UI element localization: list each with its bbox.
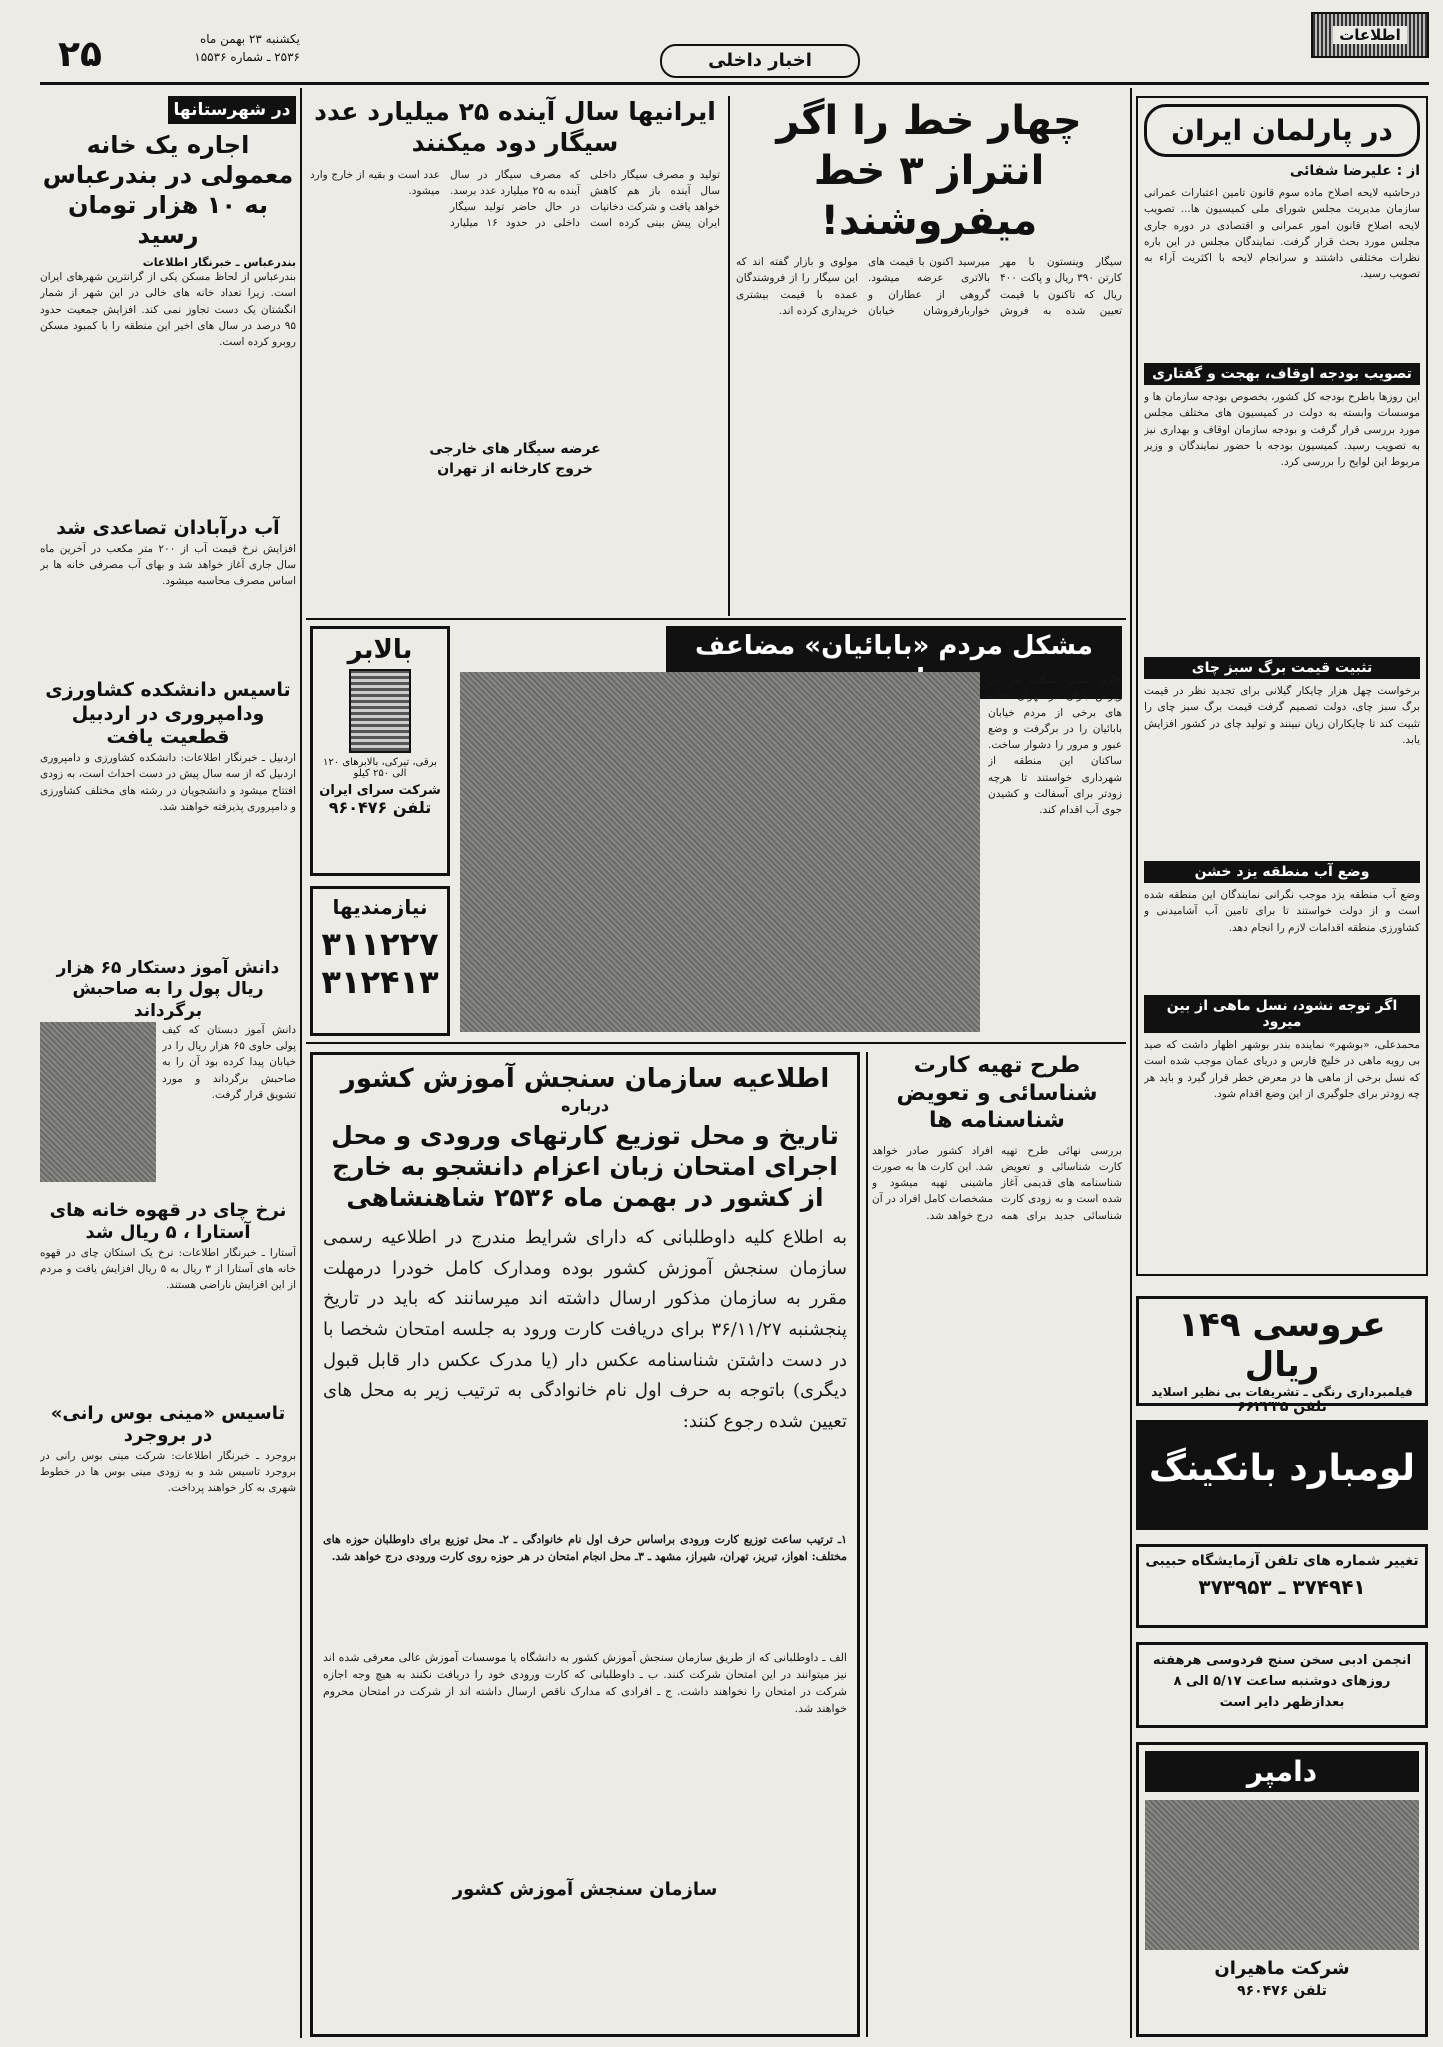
wedding-title: عروسی ۱۴۹ ریال: [1178, 1305, 1386, 1385]
needy-ad: [310, 886, 450, 1036]
bus-body: بروجرد ـ خبرنگار اطلاعات: شرکت مینی بوس رانی در بروجرد تاسیس شد و به زودی مینی بوس ها در خطوط شهری به کار خواهند پرداخت.: [40, 1449, 296, 1495]
phone-lines-story: [736, 96, 1122, 616]
date-block: [120, 30, 300, 66]
city-kicker: در شهرستانها: [168, 96, 296, 124]
cigarette-sub1: عرضه سیگار های خارجی: [429, 440, 601, 457]
parliament-column: [1136, 96, 1428, 1276]
city-body: بندرعباس از لحاظ مسکن یکی از گرانترین شهرهای ایران است. زیرا تعداد خانه های خالی در این شهر از شمار انگشتان یک دست تجاوز نمی کند. افزایش جمعیت حدود ۹۵ درصد در سال های اخیر این منطقه را با کمبود مسکن روبرو کرده است.: [40, 271, 296, 349]
date-line: یکشنبه ۲۳ بهمن ماه: [199, 32, 300, 46]
exam-items: ۱ـ ترتیب ساعت توزیع کارت ورودی براساس حرف اول نام خانوادگی ـ ۲ـ محل توزیع برای داوطلبان حوزه های مختلف: اهواز، تبریز، تهران، شیراز، مشهد ـ ۳ـ محل انجام امتحان در هر حوزه روی کارت ورودی درج خواهد شد.: [323, 1533, 847, 1564]
id-card-story: [872, 1052, 1122, 2037]
dumper-title: دامپر: [1145, 1751, 1419, 1792]
dumper-company: شرکت ماهیران: [1214, 1958, 1350, 1979]
cigarette-sub2: خروج کارخانه از تهران: [437, 460, 593, 477]
parliament-body: درحاشیه لایحه اصلاح ماده سوم قانون تامین اعتبارات عمرانی سازمان مدیریت مجلس شورای ملی کمیسیون ها... تصویب لایحه اصلاح قانون امور عمرانی و اقتصادی در دوره جاری مجلس مورد بحث قرار گرفت. نمایندگان مجلس در این باره نظرات مختلفی داشتند و سرانجام لایحه با اکثریت آراء به تصویب رسید.: [1144, 187, 1420, 281]
cities-column: [40, 96, 296, 2038]
student-photo: [40, 1022, 156, 1182]
exam-title: اطلاعیه سازمان سنجش آموزش کشور: [340, 1064, 830, 1094]
section-header: [660, 44, 860, 78]
phones-numbers: ۳۷۴۹۴۱ ـ ۳۷۳۹۵۳: [1198, 1575, 1366, 1599]
page-number: ۲۵: [58, 34, 102, 75]
needy-phone2: ۳۱۲۴۱۳: [321, 963, 439, 1001]
babaian-photo: [460, 672, 980, 1032]
exam-notes: الف ـ داوطلبانی که از طریق سازمان سنجش آموزش کشور به دانشگاه یا موسسات آموزش عالی معرفی شده اند نیز میتوانند در این امتحان شرکت کنند. ب ـ داوطلبانی که کارت ورودی خود را دریافت نکنند به هیچ وجه اجازه شرکت در امتحان را نخواهند داشت. ج ـ افرادی که مدارک ناقص ارسال داشته اند از شرکت در امتحان محروم خواهند شد.: [323, 1651, 847, 1716]
babaian-body: جاری شدن سیلاب در پی ریزش باران در تهران، خانه های برخی از مردم خیابان بابائیان را در برگرفت و وضع عبور و مرور را دشوار ساخت. ساکنان این منطقه از شهرداری خواستند تا هرچه زودتر برای آسفالت و کشیدن جوی آب اقدام کند.: [988, 674, 1122, 817]
balabar-company: شرکت سرای ایران: [319, 783, 441, 798]
weather-body: وضع آب منطقه یزد موجب نگرانی نمایندگان این منطقه شده است و از دولت خواستند تا برای تامین آب آشامیدنی و کشاورزی منطقه اقدامات لازم را انجام دهد.: [1144, 889, 1420, 934]
dumper-photo: [1145, 1800, 1419, 1950]
phone-lines-body: سیگار وینستون با مهر کارتن ۳۹۰ ریال و پاکت ۴۰۰ ریال که تاکنون با قیمت تعیین شده به فروش میرسید اکنون با قیمت های بالاتری عرضه میشود. گروهی از عطاران و خواربارفروشان خیابان مولوی و بازار گفته اند که این سیگار را از فروشندگان عمده با قیمت بیشتری خریداری کرده اند.: [736, 256, 1122, 317]
student-title: دانش آموز دستکار ۶۵ هزار ریال پول را به صاحبش برگرداند: [56, 958, 280, 1021]
water-title: آب درآبادان تصاعدی شد: [56, 517, 280, 539]
newspaper-logo: [1311, 12, 1429, 58]
exam-about: درباره: [560, 1095, 610, 1115]
college-body: اردبیل ـ خبرنگار اطلاعات: دانشکده کشاورزی و دامپروری اردبیل که از سه سال پیش در دست احداث است، به زودی افتتاح میشود و دانشجویان در رشته های مختلف کشاورزی و دامپروری پذیرفته خواهند شد.: [40, 752, 296, 813]
tea-body: برخواست چهل هزار چایکار گیلانی برای تجدید نظر در قیمت برگ سبز چای، دولت تصمیم گرفت قیمت برگ سبز چای را تثبیت کند تا چایکاران زیان نبینند و تولید چای در کشور افزایش یابد.: [1144, 685, 1420, 746]
phones-ad: [1136, 1544, 1428, 1628]
babaian-title: مشکل مردم «بابائیان» مضاعف: [666, 626, 1122, 699]
tea-house-title: نرخ چای در قهوه خانه های آستارا ، ۵ ریال شد: [49, 1199, 287, 1244]
exam-notice: [310, 1052, 860, 2037]
issue-line: ۲۵۳۶ ـ شماره ۱۵۵۳۶: [194, 50, 300, 64]
parliament-author: از : علیرضا شفائی: [1289, 163, 1420, 179]
phones-title: تغییر شماره های تلفن آزمایشگاه حبیبی: [1145, 1553, 1419, 1569]
city-byline: بندرعباس ـ خبرنگار اطلاعات: [142, 256, 296, 269]
bus-title: تاسیس «مینی بوس رانی» در بروجرد: [50, 1402, 286, 1447]
tea-title: تثبیت قیمت برگ سبز چای: [1144, 657, 1420, 679]
needy-phone1: ۳۱۱۲۲۷: [321, 925, 439, 963]
ferdowsi-ad: [1136, 1642, 1428, 1728]
balabar-ad: [310, 626, 450, 876]
exam-signature: سازمان سنجش آموزش کشور: [452, 1879, 718, 1901]
parliament-title: در پارلمان ایران: [1144, 104, 1420, 157]
tea-house-body: آستارا ـ خبرنگار اطلاعات: نرخ یک استکان چای در قهوه خانه های آستارا از ۳ ریال به ۵ ریال افزایش یافت و مردم از این افزایش ناراضی هستند.: [40, 1246, 296, 1292]
exam-lead: به اطلاع کلیه داوطلبانی که دارای شرایط مندرج در اطلاعیه رسمی سازمان سنجش آموزش کشور بوده ومدارک کامل خودرا درمهلت مقرر به سازمان مذکور ارسال داشته اند میرسانند که باید در تاریخ پنجشنبه ۳۶/۱۱/۲۷ برای دریافت کارت ورود به جلسه امتحان شخصا با در دست داشتن شناسنامه عکس دار (یا مدرک عکس دار قابل قبول دیگری) باتوجه به حرف اول نام خانوادگی به ترتیب زیر به محل های تعیین شده رجوع کنند:: [323, 1227, 847, 1432]
wedding-phone: تلفن ۶۶۲۲۳۵: [1237, 1399, 1327, 1415]
babaian-story: [460, 626, 1122, 1036]
wedding-ad: [1136, 1296, 1428, 1415]
student-body: دانش آموز دبستان که کیف پولی حاوی ۶۵ هزار ریال را در خیابان پیدا کرده بود آن را به صاحبش برگرداند و مورد تشویق قرار گرفت.: [162, 1023, 296, 1101]
cigarette-story: [310, 96, 720, 616]
cigarette-body: تولید و مصرف سیگار داخلی سال آینده باز هم کاهش خواهد یافت و شرکت دخانیات ایران پیش بینی کرده است که مصرف سیگار در سال آینده به ۲۵ میلیارد عدد برسد. در حال حاضر تولید سیگار داخلی در حدود ۱۶ میلیارد عدد است و بقیه از خارج وارد میشود.: [310, 168, 720, 230]
fish-title: اگر توجه نشود، نسل ماهی از بین میرود: [1144, 995, 1420, 1033]
logo-text: اطلاعات: [1333, 26, 1407, 44]
balabar-image: [349, 669, 411, 753]
cigarette-title: ایرانیها سال آینده ۲۵ میلیارد عدد سیگار دود میکنند: [314, 97, 716, 158]
exam-subtitle: تاریخ و محل توزیع کارتهای ورودی و محل اجرای امتحان زبان اعزام دانشجو به خارج از کشور در بهمن ماه ۲۵۳۶ شاهنشاهی: [331, 1120, 839, 1212]
id-card-body: بررسی نهائی طرح تهیه کارت شناسائی و تعویض شناسنامه های قدیمی آغاز شده است و به زودی کارت شناسائی جدید برای همه افراد کشور صادر خواهد شد. این کارت ها به صورت ماشینی تهیه میشود و مشخصات کامل افراد در آن درج خواهد شد.: [872, 1144, 1122, 1222]
fish-body: محمدعلی، «بوشهر» نماینده بندر بوشهر اظهار داشت که صید بی رویه ماهی در خلیج فارس و دریای عمان موجب شده است که نسل برخی از ماهی ها در معرض خطر قرار گیرد و باید هر چه زودتر برای جلوگیری از این وضع اقدام شود.: [1144, 1039, 1420, 1100]
weather-title: وضع آب منطقه یزد خشن: [1144, 861, 1420, 883]
balabar-phone: تلفن ۹۶۰۴۷۶: [328, 798, 432, 817]
needy-title: نیازمندیها: [332, 895, 428, 919]
balabar-lines: برقی، تیرکی، بالابرهای ۱۲۰ الی ۲۵۰ کیلو: [323, 757, 437, 779]
phone-lines-title: چهار خط را اگر انتراز ۳ خط میفروشند!: [776, 98, 1082, 244]
college-title: تاسیس دانشکده کشاورزی ودامپروری در اردبیل قطعیت یافت: [45, 678, 291, 749]
budget-body: این روزها باطرح بودجه کل کشور، بخصوص بودجه سازمان ها و موسسات وابسته به دولت در کمیسیون های مختلف مجلس مورد بررسی قرار گرفت و بودجه سازمان اوقاف و بهداری نیز به تصویب رسید. کمیسیون بودجه با حضور نمایندگان و وزیر مربوط این لوایح را بررسی کرد.: [1144, 391, 1420, 469]
lombard-ad: [1136, 1420, 1428, 1530]
lombard-title: لومبارد بانکینگ: [1148, 1448, 1416, 1489]
budget-title: تصویب بودجه اوقاف، بهجت و گفتاری: [1144, 363, 1420, 385]
water-body: افزایش نرخ قیمت آب از ۲۰۰ متر مکعب در آخرین ماه سال جاری آغاز خواهد شد و بهای آب مصرفی خانه ها بر اساس مصرف محاسبه میشود.: [40, 542, 296, 588]
dumper-ad: [1136, 1742, 1428, 2037]
balabar-title: بالابر: [347, 635, 413, 665]
id-card-title: طرح تهیه کارت شناسائی و تعویض شناسنامه ها: [896, 1053, 1098, 1133]
dumper-phone: تلفن ۹۶۰۴۷۶: [1237, 1983, 1327, 1999]
section-title: اخبار داخلی: [708, 50, 812, 71]
ferdowsi-title: انجمن ادبی سخن سنج فردوسی هرهفته روزهای دوشنبه ساعت ۵/۱۷ الی ۸ بعدازظهر دایر است: [1152, 1653, 1412, 1710]
city-title: اجاره یک خانه معمولی در بندرعباس به ۱۰ هزار تومان رسید: [42, 131, 294, 249]
wedding-body: فیلمبرداری رنگی ـ تشریفات بی نظیر اسلاید: [1151, 1385, 1413, 1399]
